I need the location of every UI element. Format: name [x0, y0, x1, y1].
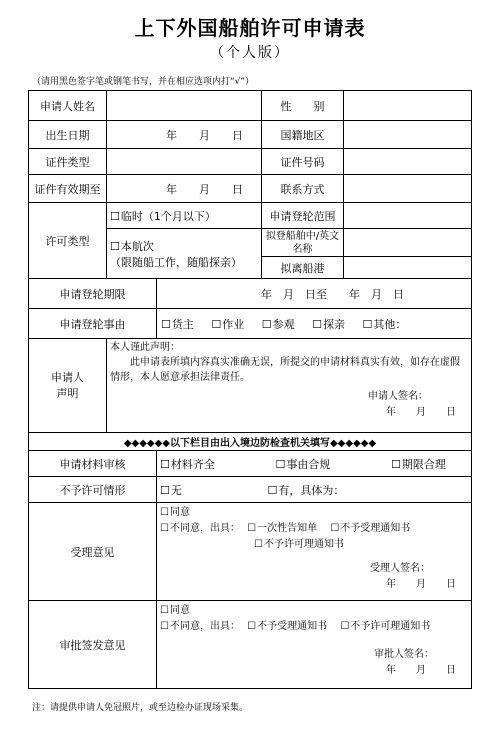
gender-field[interactable]: [344, 91, 472, 121]
reject-none-option[interactable]: ☐ 无: [160, 482, 264, 498]
id-expiry-label: 证件有效期至: [29, 175, 107, 203]
applicant-name-field[interactable]: [107, 91, 262, 121]
reason-cargo-option[interactable]: ☐ 货主: [161, 318, 194, 331]
ship-name-field[interactable]: [344, 229, 472, 257]
reject-have-option[interactable]: ☐ 有，具体为：: [268, 484, 345, 497]
id-number-label: 证件号码: [262, 149, 344, 175]
permit-voyage-option[interactable]: [107, 229, 262, 279]
id-type-label: 证件类型: [29, 149, 107, 175]
approve-disagree-option[interactable]: ☐ 不同意，出具： ☐ 不予受理通知书 ☐ 不予许可理通知书: [160, 619, 468, 635]
accept-reject-notice-option[interactable]: ☐ 不予受理通知书: [330, 523, 410, 534]
permit-voyage-text: 本航次: [120, 239, 154, 253]
permit-temp-option[interactable]: [107, 203, 262, 229]
form-subtitle: （个人版）: [210, 45, 290, 61]
period-reasonable-option[interactable]: ☐ 期限合理: [391, 458, 446, 471]
contact-label: 联系方式: [262, 175, 344, 203]
boarding-period-label: 申请登轮期限: [29, 279, 157, 309]
approve-permit-reject-option[interactable]: ☐ 不予许可理通知书: [340, 621, 430, 632]
applicant-signature[interactable]: 申请人签名：: [368, 391, 428, 402]
reject-case-label: 不予许可情形: [29, 477, 157, 503]
gender-label: 性 别: [262, 91, 344, 121]
officials-divider: ◆◆◆◆◆◆以下栏目由出入境边防检查机关填写◆◆◆◆◆◆: [29, 433, 472, 451]
applicant-name-label: 申请人姓名: [29, 91, 107, 121]
id-expiry-field[interactable]: 年 月 日: [107, 175, 262, 203]
id-type-field[interactable]: [107, 149, 262, 175]
reason-visit-option[interactable]: ☐ 参观: [262, 318, 295, 331]
footer-note: 注：请提供申请人免冠照片，或至边检办证现场采集。: [32, 703, 249, 713]
approval-cell: [157, 601, 472, 689]
accept-disagree-option[interactable]: ☐ 不同意，出具： ☐ 一次性告知单 ☐ 不予受理通知书: [160, 521, 468, 537]
accept-notice-option[interactable]: ☐ 一次性告知单: [247, 523, 317, 534]
applicant-sign-date[interactable]: 年 月 日: [386, 407, 456, 418]
approver-signature[interactable]: 审批人签名：: [374, 649, 434, 660]
approver-sign-date[interactable]: 年 月 日: [386, 665, 456, 676]
reason-work-option[interactable]: ☐ 作业: [211, 318, 244, 331]
form-title: 上下外国船舶许可申请表: [134, 16, 366, 40]
departure-port-field[interactable]: [344, 257, 472, 279]
accept-permit-reject-option[interactable]: ☐ 不予许可理通知书: [160, 537, 468, 553]
birth-date-label: 出生日期: [29, 121, 107, 149]
reason-compliant-option[interactable]: ☐ 事由合规: [276, 456, 388, 472]
boarding-reason-options: [157, 309, 472, 339]
permit-type-label: 许可类型: [29, 203, 107, 279]
reason-family-option[interactable]: ☐ 探亲: [312, 318, 345, 331]
permit-temp-checkbox[interactable]: [110, 210, 121, 223]
boarding-scope-label: 申请登轮范围: [262, 203, 344, 229]
boarding-scope-field[interactable]: [344, 203, 472, 229]
nationality-label: 国籍地区: [262, 121, 344, 149]
permit-voyage-note: （限随船工作，随船探亲）: [110, 255, 242, 269]
declaration-body: 此申请表所填内容真实准确无误，所提交的申请材料真实有效，如存在虚假情形，本人愿意承担法律责任。: [110, 357, 460, 383]
departure-port-label: 拟离船港: [262, 257, 344, 279]
acceptor-signature[interactable]: 受理人签名：: [370, 563, 430, 574]
acceptance-cell: [157, 503, 472, 601]
id-number-field[interactable]: [344, 149, 472, 175]
application-form-table: [28, 90, 472, 689]
approval-label: 审批签发意见: [29, 601, 157, 689]
birth-date-field[interactable]: 年 月 日: [107, 121, 262, 149]
permit-voyage-checkbox[interactable]: [110, 240, 121, 253]
reject-case-options: [157, 477, 472, 503]
nationality-field[interactable]: [344, 121, 472, 149]
approve-agree-option[interactable]: ☐ 同意: [160, 603, 468, 619]
reason-other-option[interactable]: ☐ 其他：: [363, 318, 407, 331]
instruction-text: （请用黑色签字笔或钢笔书写，并在相应选项内打“√”）: [32, 77, 255, 87]
declaration-heading: 本人谨此声明：: [110, 342, 180, 353]
declaration-cell: [107, 339, 472, 433]
material-review-options: [157, 451, 472, 477]
contact-field[interactable]: [344, 175, 472, 203]
permit-temp-text: 临时（1个月以下）: [120, 209, 216, 223]
approve-reject-notice-option[interactable]: ☐ 不予受理通知书: [247, 621, 327, 632]
boarding-period-field[interactable]: 年 月 日至 年 月 日: [157, 279, 472, 309]
material-review-label: 申请材料审核: [29, 451, 157, 477]
boarding-reason-label: 申请登轮事由: [29, 309, 157, 339]
accept-agree-option[interactable]: ☐ 同意: [160, 505, 468, 521]
acceptance-label: 受理意见: [29, 503, 157, 601]
ship-name-label: 拟登船舶中/英文名称: [262, 229, 344, 257]
acceptor-sign-date[interactable]: 年 月 日: [386, 579, 456, 590]
declaration-label: 申请人声明: [29, 339, 107, 433]
material-complete-option[interactable]: ☐ 材料齐全: [160, 456, 272, 472]
